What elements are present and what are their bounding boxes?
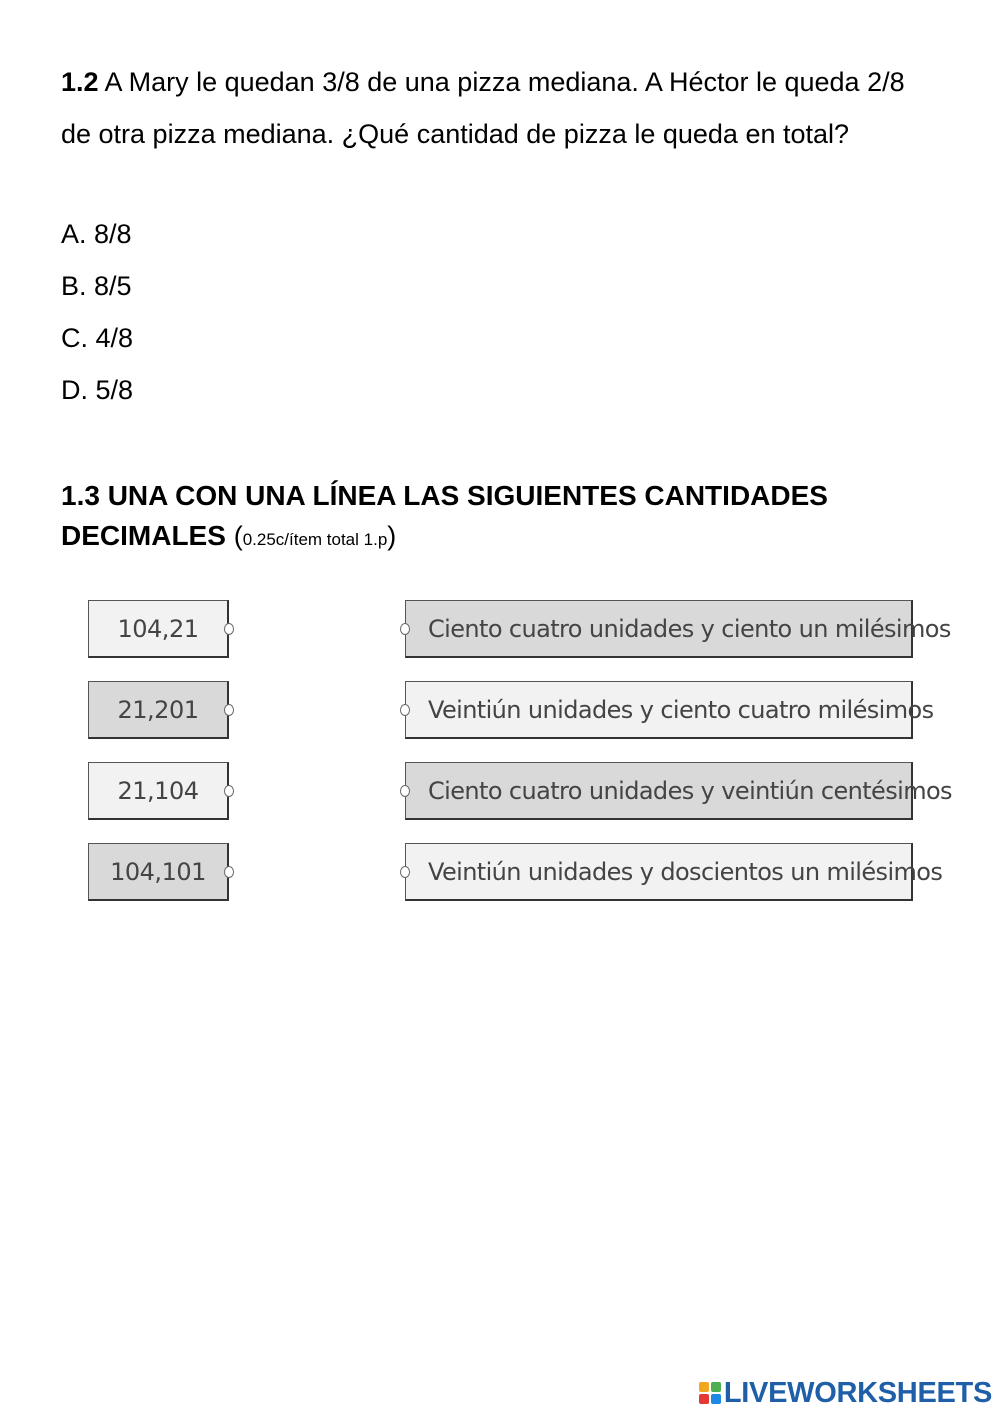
note-open-paren: ( [233,521,243,551]
option-a[interactable]: A. 8/8 [61,219,132,249]
logo-square-1 [699,1382,709,1392]
right-item-1[interactable]: Ciento cuatro unidades y ciento un milésimos [405,600,913,658]
right-connector-dot-2[interactable] [400,704,410,716]
logo-square-2 [711,1382,721,1392]
right-connector-dot-3[interactable] [400,785,410,797]
note-close-paren: ) [387,521,397,551]
question-1-2 [61,56,941,160]
left-item-3[interactable]: 21,104 [88,762,229,820]
left-connector-dot-4[interactable] [224,866,234,878]
logo-square-3 [699,1394,709,1404]
left-item-2[interactable]: 21,201 [88,681,229,739]
left-item-1[interactable]: 104,21 [88,600,229,658]
points-note: 0.25c/ítem total 1.p [242,530,388,549]
option-c[interactable]: C. 4/8 [61,323,134,353]
left-item-4[interactable]: 104,101 [88,843,229,901]
left-connector-dot-1[interactable] [224,623,234,635]
right-connector-dot-4[interactable] [400,866,410,878]
left-connector-dot-3[interactable] [224,785,234,797]
right-item-4[interactable]: Veintiún unidades y doscientos un milésimos [405,843,913,901]
question-number: 1.2 [61,67,99,97]
option-b[interactable]: B. 8/5 [61,271,132,301]
question-1-3-title [61,476,961,560]
logo-text: LIVEWORKSHEETS [723,1376,992,1409]
liveworksheets-logo [699,1378,992,1408]
question-1-3-heading: 1.3 UNA CON UNA LÍNEA LAS SIGUIENTES CANTIDADES DECIMALES [61,480,828,551]
right-item-2[interactable]: Veintiún unidades y ciento cuatro milésimos [405,681,913,739]
left-connector-dot-2[interactable] [224,704,234,716]
option-d[interactable]: D. 5/8 [61,375,134,405]
right-connector-dot-1[interactable] [400,623,410,635]
logo-square-4 [711,1394,721,1404]
logo-mark-icon [699,1382,721,1404]
right-item-3[interactable]: Ciento cuatro unidades y veintiún centésimos [405,762,913,820]
question-text: A Mary le quedan 3/8 de una pizza mediana. A Héctor le queda 2/8 de otra pizza mediana. ¿Qué cantidad de pizza le queda en total? [61,67,905,149]
